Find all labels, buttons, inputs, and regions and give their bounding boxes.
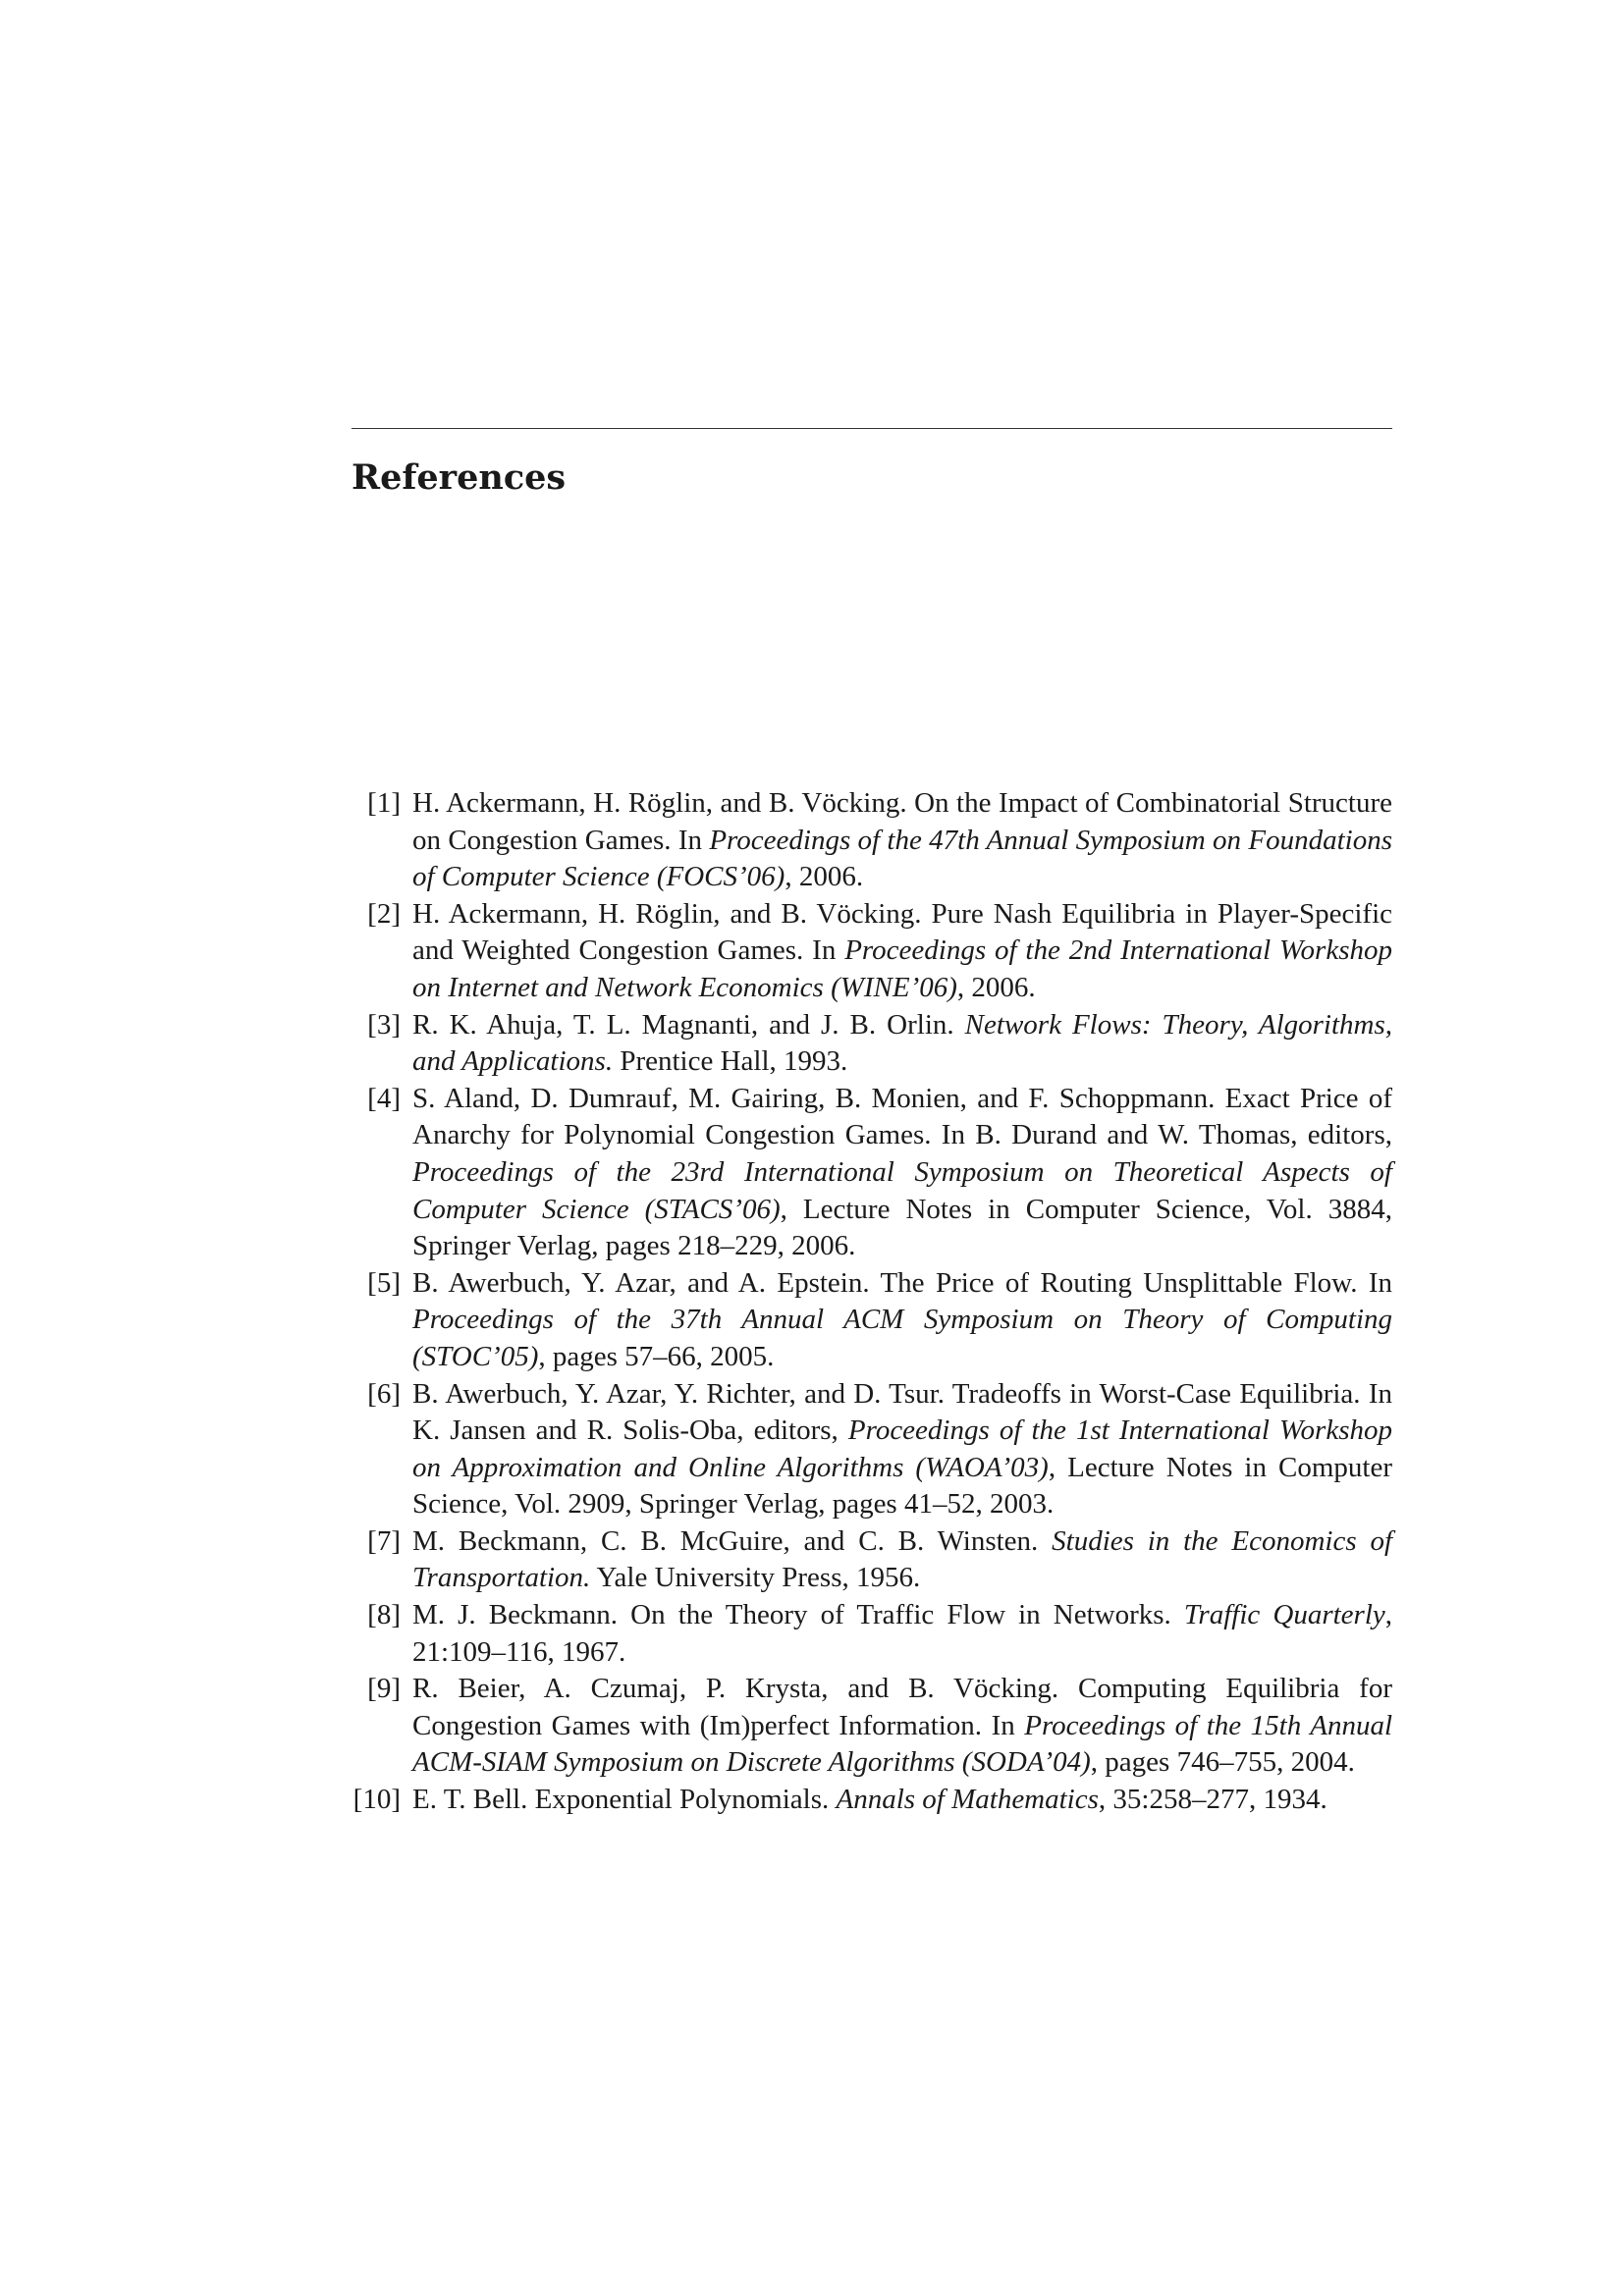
reference-number: [6] (367, 1377, 401, 1410)
reference-number: [8] (367, 1599, 401, 1631)
reference-details: , Lecture Notes in Computer Science, Vol. 2909, Springer Verlag, pages 41–52, 2003. (412, 1451, 1393, 1521)
reference-text (412, 1525, 1392, 1594)
reference-item (352, 1265, 1392, 1376)
reference-text (412, 1599, 1392, 1668)
reference-details: , 2006. (956, 971, 1036, 1003)
reference-venue: Proceedings of the 1st International Workshop on Approximation and Online Algorithms (WAOA’03) (412, 1415, 1392, 1483)
reference-details: Prentice Hall, 1993. (613, 1045, 848, 1078)
reference-authors-title: M. Beckmann, C. B. McGuire, and C. B. Winsten. (412, 1524, 1053, 1557)
reference-item (352, 1523, 1392, 1597)
section-rule (352, 428, 1392, 429)
reference-item (352, 1007, 1392, 1081)
reference-item (352, 1782, 1392, 1819)
reference-venue: Studies in the Economics of Transportation. (412, 1524, 1393, 1594)
reference-details: , 2006. (785, 861, 864, 893)
reference-text (412, 1009, 1392, 1078)
reference-number: [10] (352, 1784, 401, 1816)
reference-text (412, 1673, 1392, 1778)
reference-number: [4] (367, 1082, 401, 1114)
reference-item (352, 1376, 1392, 1523)
reference-authors-title: H. Ackermann, H. Röglin, and B. Vöcking. Pure Nash Equilibria in Player-Specific and Weighted Congestion Games. In (412, 897, 1392, 967)
reference-text (412, 1784, 1327, 1815)
reference-text (412, 1267, 1392, 1372)
reference-venue: Proceedings of the 15th Annual ACM-SIAM Symposium on Discrete Algorithms (SODA’04) (412, 1709, 1392, 1779)
reference-number: [7] (367, 1524, 401, 1557)
reference-venue: Proceedings of the 47th Annual Symposium on Foundations of Computer Science (FOCS’06) (412, 824, 1392, 893)
reference-authors-title: E. T. Bell. Exponential Polynomials. (412, 1784, 837, 1816)
reference-details: , pages 746–755, 2004. (1090, 1746, 1355, 1779)
reference-authors-title: M. J. Beckmann. On the Theory of Traffic Flow in Networks. (412, 1599, 1184, 1631)
reference-text (412, 898, 1392, 1003)
reference-number: [1] (367, 787, 401, 819)
reference-venue: Proceedings of the 37th Annual ACM Symposium on Theory of Computing (STOC’05) (412, 1304, 1392, 1372)
reference-item (352, 785, 1392, 896)
reference-item (352, 1081, 1392, 1265)
reference-authors-title: H. Ackermann, H. Röglin, and B. Vöcking. On the Impact of Combinatorial Structure on Congestion Games. In (412, 787, 1392, 856)
reference-text (412, 787, 1392, 892)
reference-list (352, 785, 1392, 1819)
reference-authors-title: B. Awerbuch, Y. Azar, Y. Richter, and D. Tsur. Tradeoffs in Worst-Case Equilibria. In K. Jansen and R. Solis-Oba, editors, (412, 1377, 1392, 1447)
reference-venue: Proceedings of the 2nd International Workshop on Internet and Network Economics (WINE’06) (412, 934, 1392, 1003)
reference-authors-title: S. Aland, D. Dumrauf, M. Gairing, B. Monien, and F. Schoppmann. Exact Price of Anarchy for Polynomial Congestion Games. In B. Durand and W. Thomas, editors, (412, 1082, 1392, 1151)
reference-venue: Network Flows: Theory, Algorithms, and Applications. (412, 1008, 1393, 1078)
reference-venue: Proceedings of the 23rd International Symposium on Theoretical Aspects of Computer Science (STACS’06) (412, 1155, 1392, 1225)
reference-venue: Traffic Quarterly (1183, 1599, 1385, 1631)
reference-number: [2] (367, 897, 401, 930)
reference-authors-title: R. Beier, A. Czumaj, P. Krysta, and B. Vöcking. Computing Equilibria for Congestion Games with (Im)perfect Information. In (412, 1673, 1392, 1741)
reference-text (412, 1083, 1392, 1261)
reference-details: , 35:258–277, 1934. (1098, 1784, 1327, 1816)
reference-details: Yale University Press, 1956. (590, 1562, 921, 1594)
reference-details: , Lecture Notes in Computer Science, Vol. 3884, Springer Verlag, pages 218–229, 2006. (412, 1193, 1392, 1262)
reference-item (352, 1597, 1392, 1671)
reference-text (412, 1378, 1392, 1521)
reference-item (352, 1671, 1392, 1782)
reference-number: [9] (367, 1673, 401, 1705)
reference-authors-title: B. Awerbuch, Y. Azar, and A. Epstein. The Price of Routing Unsplittable Flow. In (412, 1266, 1392, 1299)
references-heading: References (352, 457, 567, 498)
reference-number: [3] (367, 1008, 401, 1041)
reference-item (352, 896, 1392, 1007)
reference-authors-title: R. K. Ahuja, T. L. Magnanti, and J. B. Orlin. (412, 1008, 965, 1041)
reference-details: , pages 57–66, 2005. (538, 1340, 775, 1372)
reference-venue: Annals of Mathematics (836, 1784, 1099, 1816)
reference-number: [5] (367, 1266, 401, 1299)
reference-details: , 21:109–116, 1967. (412, 1599, 1392, 1668)
